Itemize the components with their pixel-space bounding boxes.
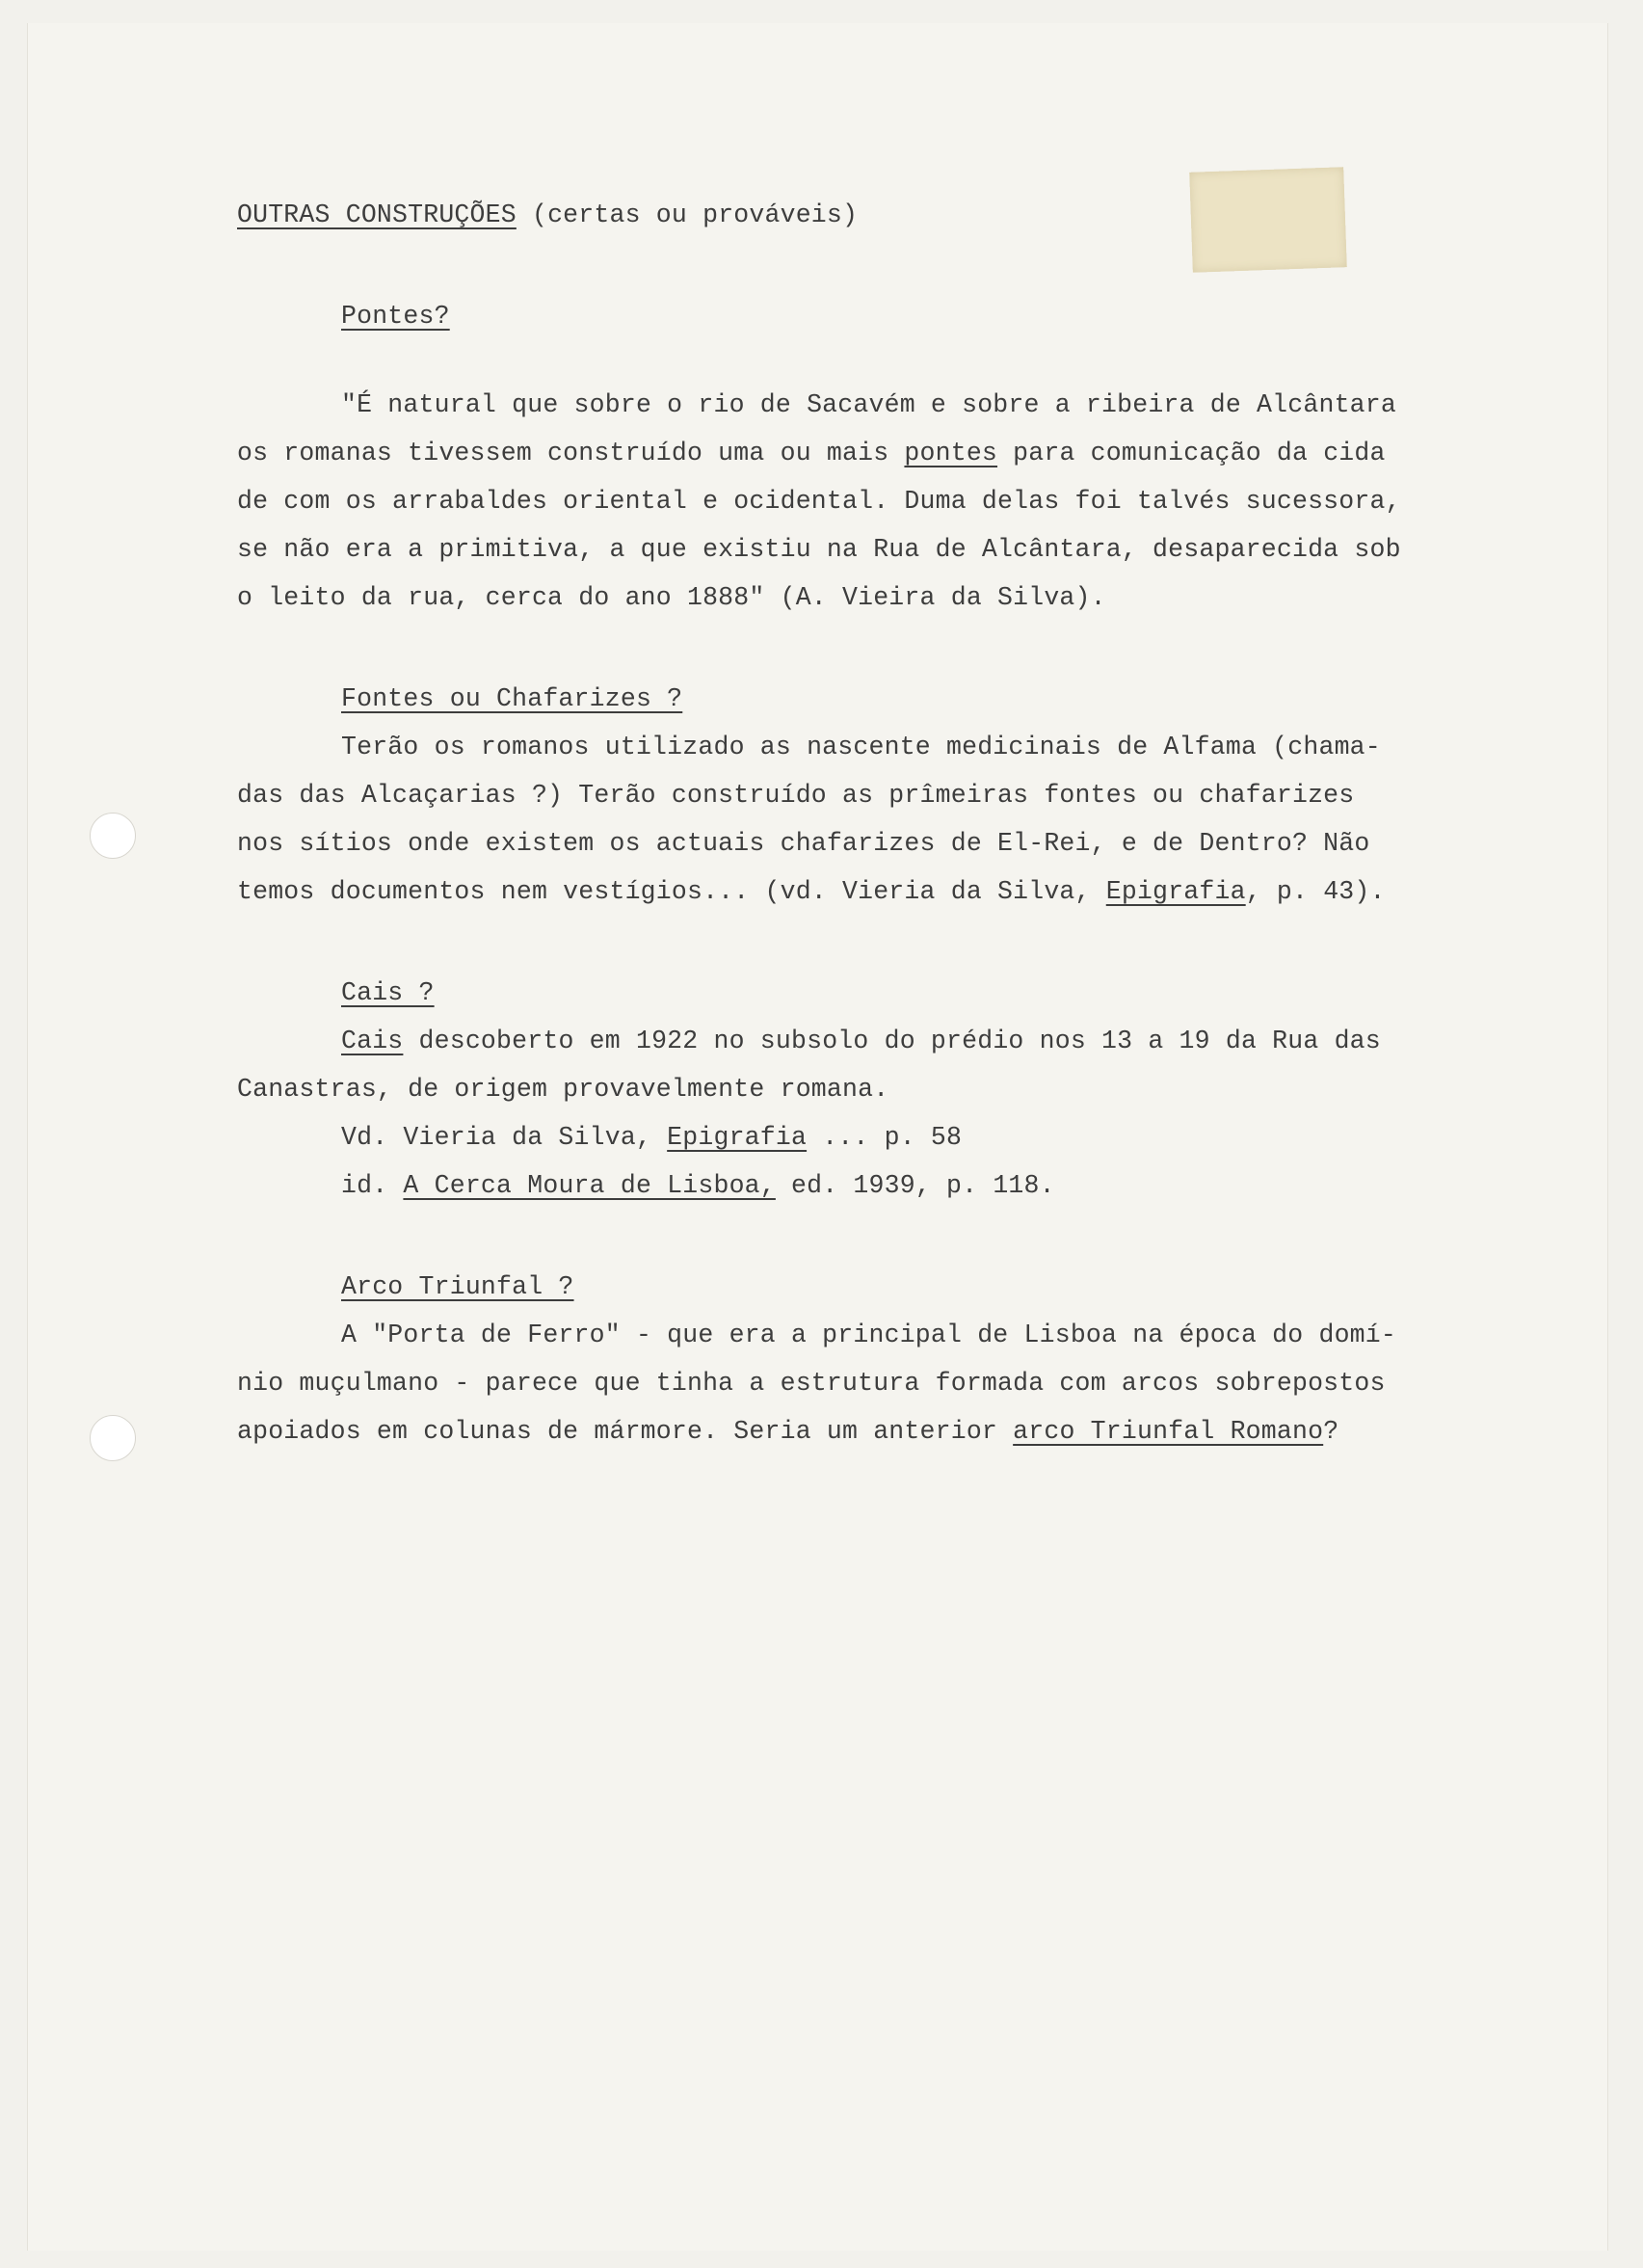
text-run: descoberto em 1922 no subsolo do prédio nos 13 a 19 da Rua das (403, 1027, 1381, 1055)
underlined-text: pontes (904, 439, 998, 467)
section-heading (237, 1263, 1533, 1311)
text-run: apoiados em colunas de mármore. Seria um anterior (237, 1417, 1014, 1446)
underlined-text: Cais (341, 1027, 404, 1055)
paragraph-line (237, 429, 1533, 477)
paragraph-line: nos sítios onde existem os actuais chafarizes de El-Rei, e de Dentro? Não (237, 829, 1370, 858)
text-run: os romanas tivessem construído uma ou mais (237, 439, 905, 467)
section-heading (237, 969, 1533, 1017)
title-underlined: OUTRAS CONSTRUÇÕES (237, 200, 517, 229)
paragraph-line (237, 1161, 1533, 1210)
section-heading (237, 292, 1533, 340)
punch-hole (90, 813, 136, 859)
underlined-text: Epigrafia (667, 1123, 808, 1152)
text-run: , p. 43). (1245, 877, 1386, 906)
heading-text: Pontes? (341, 302, 450, 331)
paragraph-line: "É natural que sobre o rio de Sacavém e sobre a ribeira de Alcântara (341, 390, 1396, 419)
text-run: id. (341, 1171, 404, 1200)
paragraph-line (237, 1407, 1533, 1455)
paragraph-line: de com os arrabaldes oriental e ocidental. Duma delas foi talvés sucessora, (237, 487, 1401, 516)
text-run: ... p. 58 (807, 1123, 963, 1152)
heading-text: Cais ? (341, 978, 435, 1007)
paragraph-line (237, 1113, 1533, 1161)
underlined-text: Epigrafia (1105, 877, 1246, 906)
paragraph-line: o leito da rua, cerca do ano 1888" (A. Vieira da Silva). (237, 583, 1106, 612)
paragraph-line: Terão os romanos utilizado as nascente medicinais de Alfama (chama- (341, 733, 1381, 761)
paragraph-line: nio muçulmano - parece que tinha a estrutura formada com arcos sobrepostos (237, 1369, 1386, 1398)
text-run: ? (1323, 1417, 1339, 1446)
paragraph-line: se não era a primitiva, a que existiu na Rua de Alcântara, desaparecida sob (237, 535, 1401, 564)
text-run: Vd. Vieria da Silva, (341, 1123, 668, 1152)
underlined-text: arco Triunfal Romano (1013, 1417, 1324, 1446)
underlined-text: A Cerca Moura de Lisboa, (403, 1171, 776, 1200)
paragraph-line: das das Alcaçarias ?) Terão construído as prîmeiras fontes ou chafarizes (237, 781, 1355, 810)
heading-text: Arco Triunfal ? (341, 1272, 574, 1301)
paragraph-line (237, 867, 1533, 916)
paragraph-line: Canastras, de origem provavelmente romana. (237, 1075, 889, 1104)
text-run: temos documentos nem vestígios... (vd. Vieria da Silva, (237, 877, 1106, 906)
heading-text: Fontes ou Chafarizes ? (341, 684, 683, 713)
paragraph-line (237, 1017, 1533, 1065)
punch-hole (90, 1415, 136, 1461)
text-run: para comunicação da cida (997, 439, 1386, 467)
document-title (237, 191, 1533, 239)
paragraph-line: A "Porta de Ferro" - que era a principal de Lisboa na época do domí- (341, 1321, 1396, 1349)
typed-document (237, 191, 1533, 1455)
section-heading (237, 675, 1533, 723)
title-rest: (certas ou prováveis) (516, 200, 859, 229)
text-run: ed. 1939, p. 118. (775, 1171, 1055, 1200)
